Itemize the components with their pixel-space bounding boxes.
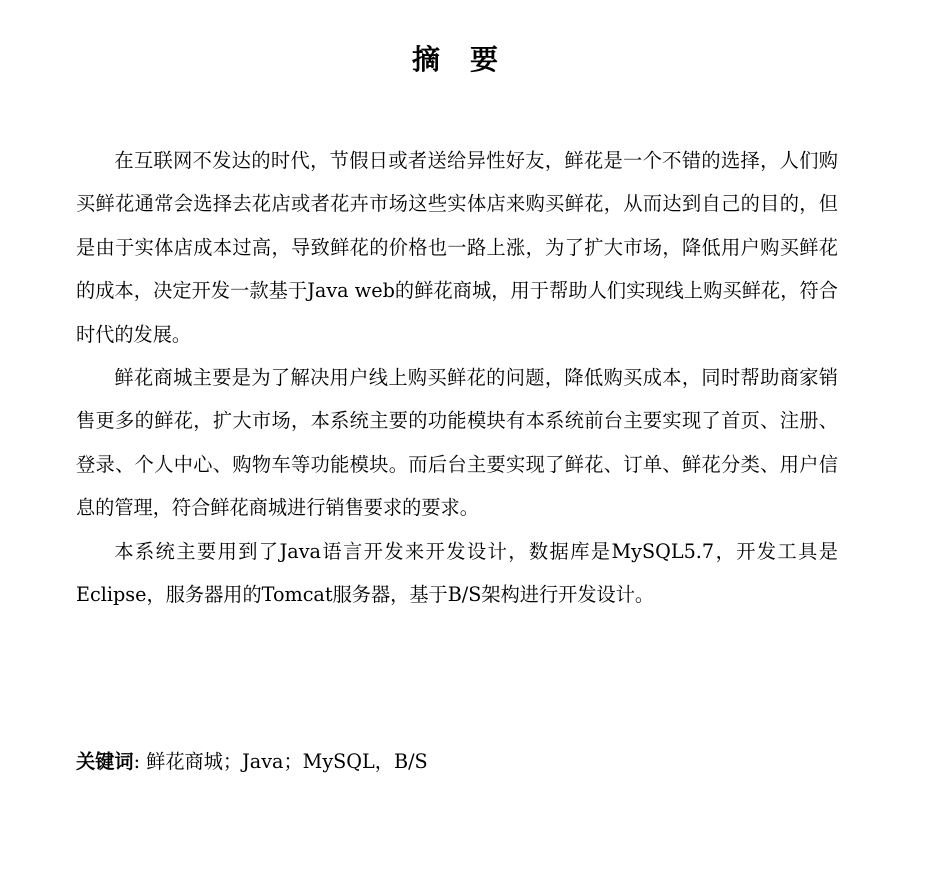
- keywords-line: [76, 742, 856, 782]
- paragraph-1: 在互联网不发达的时代，节假日或者送给异性好友，鲜花是一个不错的选择，人们购买鲜花通常会选择去花店或者花卉市场这些实体店来购买鲜花，从而达到自己的目的，但是由于实体店成本过高，导致鲜花的价格也一路上涨，为了扩大市场，降低用户购买鲜花的成本，决定开发一款基于Java web的鲜花商城，用于帮助人们实现线上购买鲜花，符合时代的发展。: [76, 149, 838, 346]
- keywords-value: 鲜花商城；Java；MySQL，B/S: [146, 750, 428, 773]
- paragraph-2: 鲜花商城主要是为了解决用户线上购买鲜花的问题，降低购买成本，同时帮助商家销售更多的鲜花，扩大市场，本系统主要的功能模块有本系统前台主要实现了首页、注册、登录、个人中心、购物车等功能模块。而后台主要实现了鲜花、订单、鲜花分类、用户信息的管理，符合鲜花商城进行销售要求的要求。: [76, 366, 838, 520]
- paragraph-3: 本系统主要用到了Java语言开发来开发设计，数据库是MySQL5.7，开发工具是Eclipse，服务器用的Tomcat服务器，基于B/S架构进行开发设计。: [76, 539, 838, 607]
- title-char-2: 要: [470, 43, 499, 76]
- keywords-label: 关键词: [76, 750, 134, 773]
- abstract-body: [76, 139, 838, 616]
- abstract-title: [0, 40, 910, 80]
- title-char-1: 摘: [411, 43, 440, 76]
- keywords-separator: :: [133, 750, 141, 773]
